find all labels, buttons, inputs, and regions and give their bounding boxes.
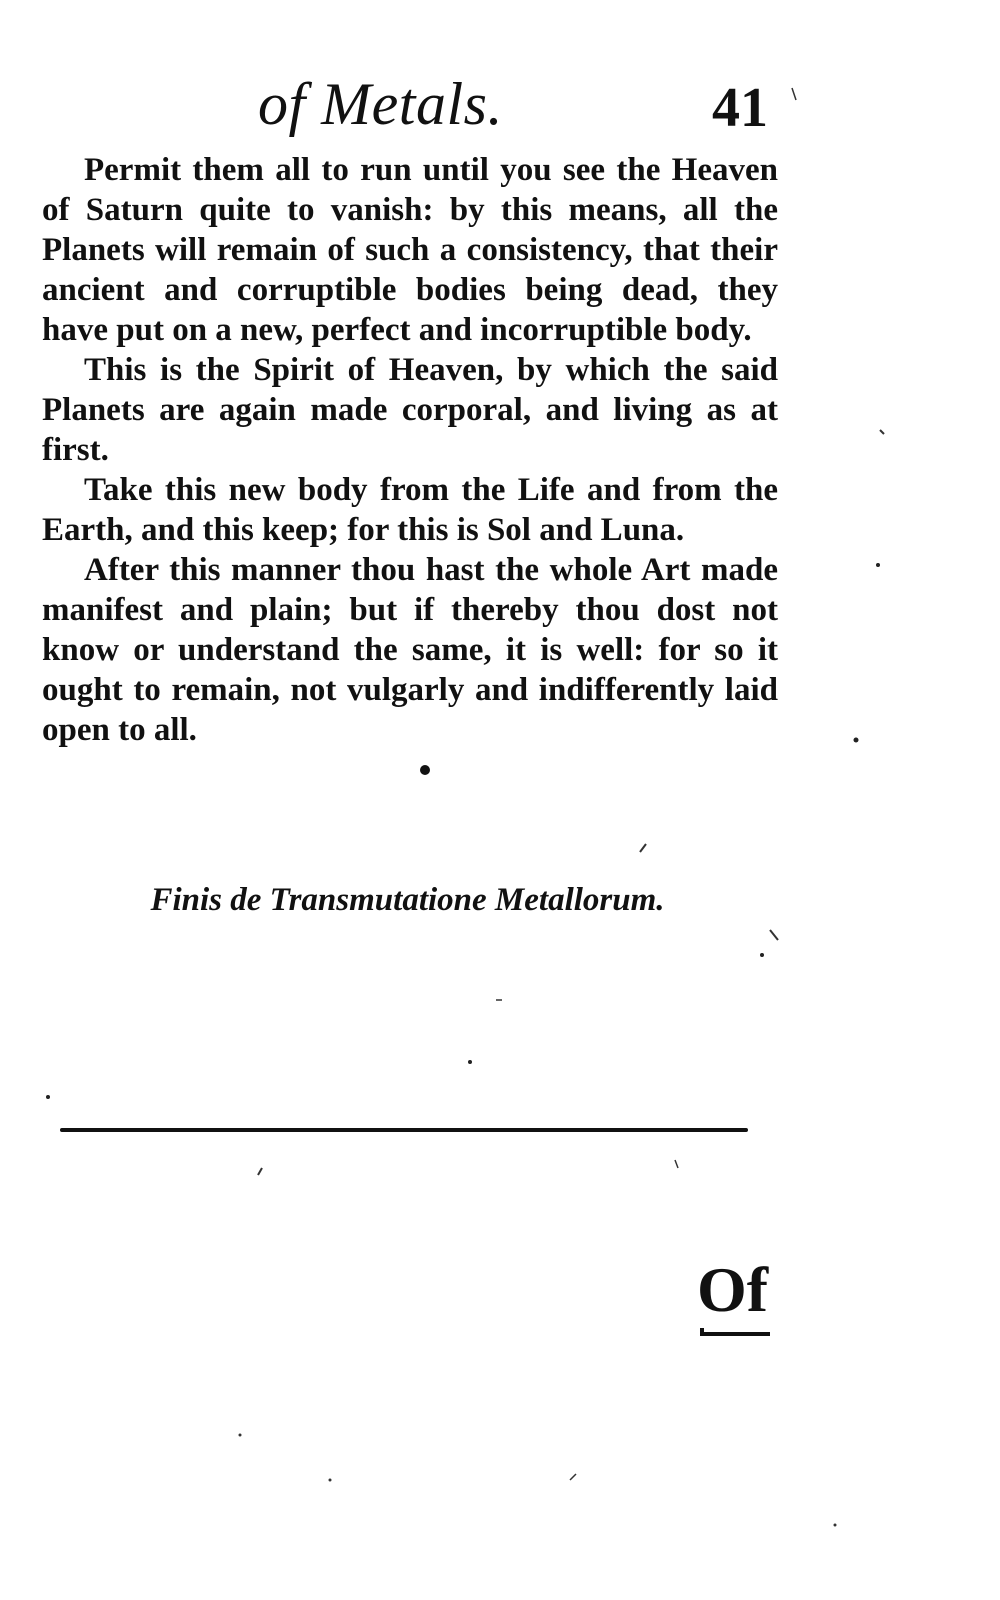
page-number: 41 (712, 77, 768, 139)
finis-line: Finis de Transmutatione Metallorum. (150, 882, 665, 918)
paragraph-3: Take this new body from the Life and from the Earth, and this keep; for this is Sol and Luna. (42, 472, 778, 548)
ornament-dot (420, 765, 430, 775)
horizontal-rule (60, 1128, 748, 1132)
running-title: of Metals. (258, 71, 503, 137)
paragraph-2: This is the Spirit of Heaven, by which the said Planets are again made corporal, and living as at first. (42, 352, 778, 468)
paragraph-1: Permit them all to run until you see the Heaven of Saturn quite to vanish: by this means, all the Planets will remain of such a consistency, that their ancient and corruptible bodies being dead, they have put on a new, perfect and incorruptible body. (42, 152, 778, 348)
catchword: Of (697, 1254, 769, 1325)
body-text (42, 150, 778, 750)
running-head (0, 58, 1000, 148)
paragraph-4: After this manner thou hast the whole Art made manifest and plain; but if thereby thou dost not know or understand the same, it is well: for so it ought to remain, not vulgarly and indifferently laid open to all. (42, 552, 778, 748)
catchword-bracket (700, 1328, 770, 1336)
